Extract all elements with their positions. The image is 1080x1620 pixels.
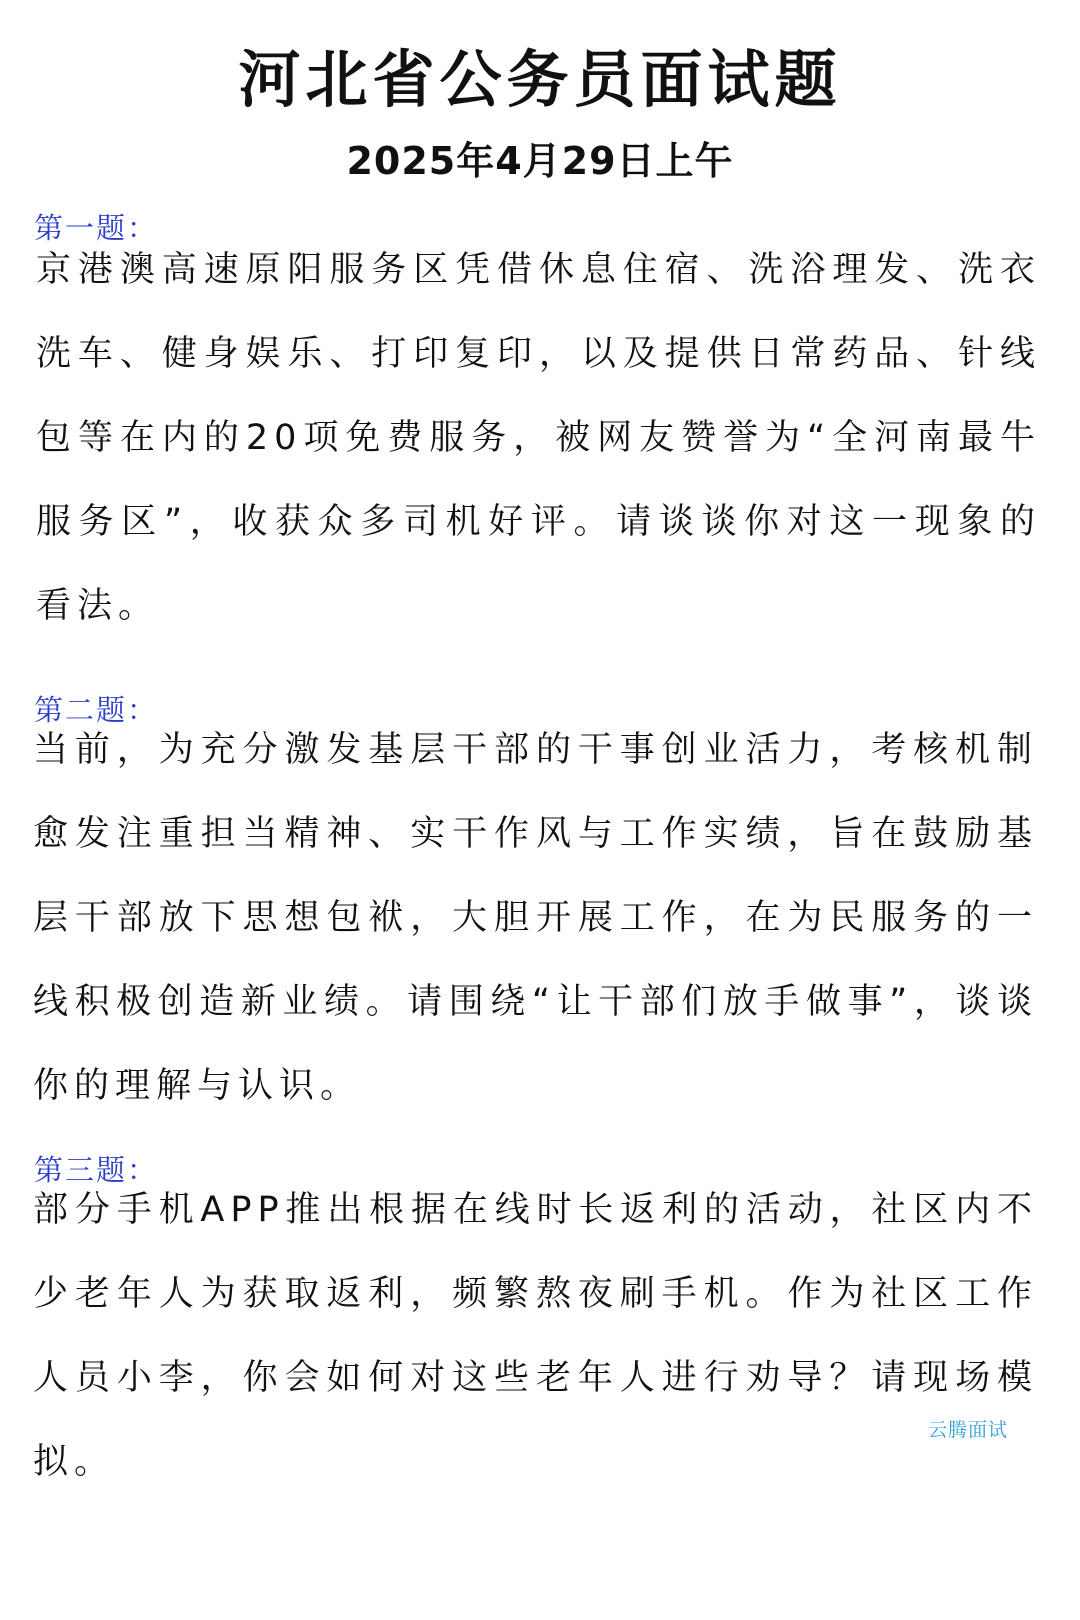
question-2-text: 当前，为充分激发基层干部的干事创业活力，考核机制愈发注重担当精神、实干作风与工作实绩，旨在鼓励基层干部放下思想包袱，大胆开展工作，在为民服务的一线积极创造新业绩。请围绕“让干部们放手做事”，谈谈你的理解与认识。 [33, 730, 1038, 1106]
question-1-text: 京港澳高速原阳服务区凭借休息住宿、洗浴理发、洗衣洗车、健身娱乐、打印复印，以及提供日常药品、针线包等在内的20项免费服务，被网友赞誉为“全河南最牛服务区”，收获众多司机好评。请谈谈你对这一现象的看法。 [36, 250, 1041, 626]
page-title: 河北省公务员面试题 [238, 43, 842, 116]
question-3-text: 部分手机APP推出根据在线时长返利的活动，社区内不少老年人为获取返利，频繁熬夜刷手机。作为社区工作人员小李，你会如何对这些老年人进行劝导？请现场模拟。 [33, 1190, 1038, 1482]
watermark: 云腾面试 [928, 1419, 1009, 1441]
question-1-label: 第一题： [34, 211, 159, 245]
question-3-label: 第三题： [34, 1153, 159, 1187]
exam-date: 2025年4月29日上午 [346, 139, 734, 183]
question-2-label: 第二题： [34, 693, 159, 727]
